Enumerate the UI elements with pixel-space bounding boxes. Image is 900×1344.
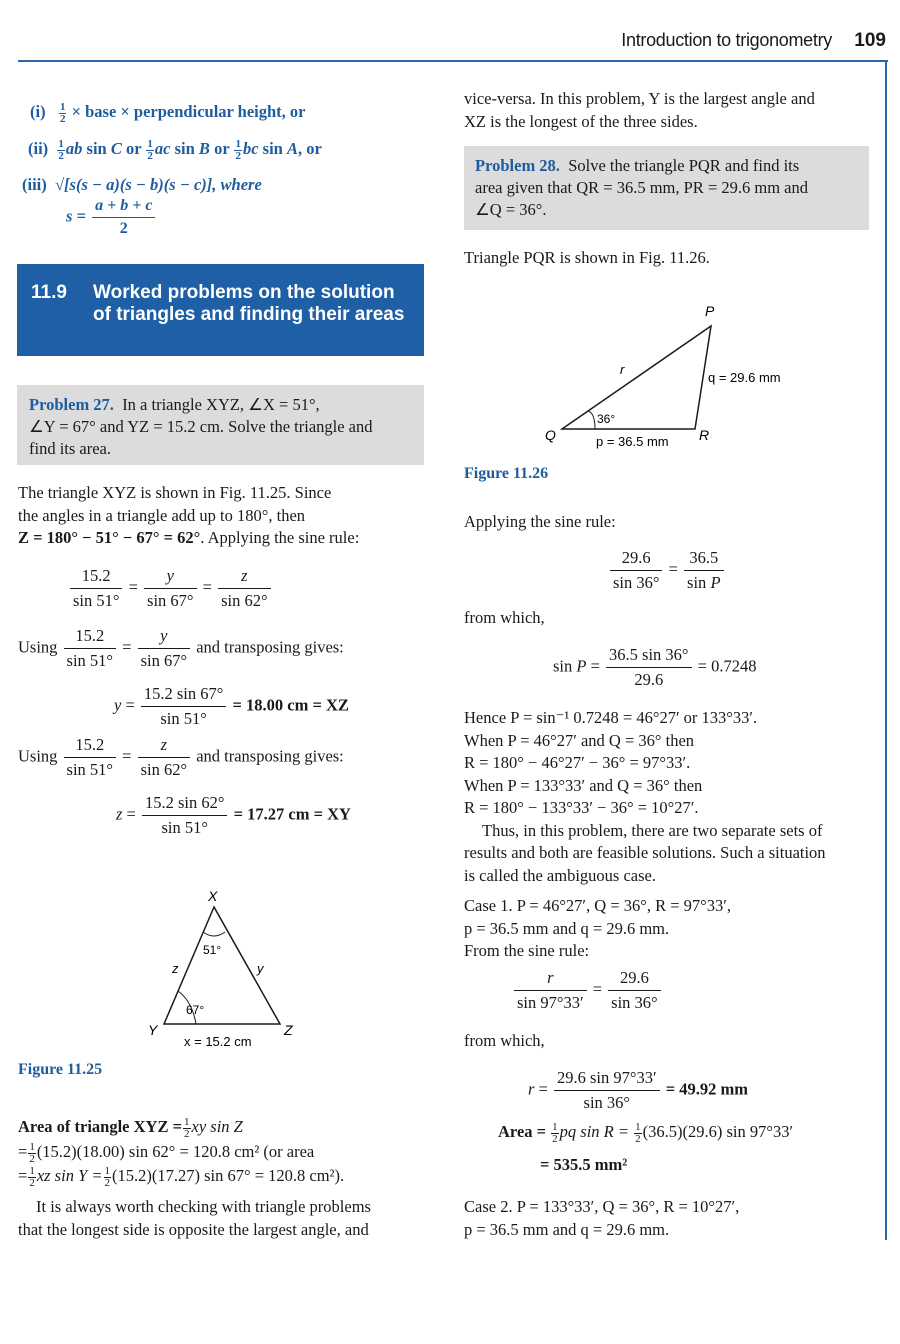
angle-x-label: 51°: [203, 943, 222, 957]
formula-i: (i) $\frac{1}{2}$ × base × perpendicular height, or: [30, 100, 306, 125]
formula-iii: (iii) √[s(s − a)(s − b)(s − c)], where: [22, 175, 262, 194]
vertex-z: Z: [284, 1022, 293, 1038]
z-result: z = $\frac{15.2 \sin 62^\circ}{\sin 51^\circ}$ = 17.27 cm = XY: [116, 793, 351, 837]
r-result: r = $\frac{29.6 \sin 97^\circ 33'}{\sin 36^\circ}$ = 49.92 mm: [528, 1068, 748, 1112]
para-checking: It is always worth checking with triangle problems that the longest side is opposite the largest angle, and: [18, 1197, 371, 1239]
vertex-r: R: [699, 427, 710, 443]
from-which-1: from which,: [464, 608, 545, 627]
area-xyz-l3: = $\frac{1}{2}$ xz sin Y = $\frac{1}{2}$ (15.2)(17.27) sin 67° = 120.8 cm²).: [18, 1164, 345, 1189]
header-rule: [18, 60, 888, 62]
formula-ii: (ii) $\frac{1}{2}$ ab sin C or $\frac{1}{2}$ ac sin B or $\frac{1}{2}$ bc sin A, or: [28, 137, 322, 162]
angle-x-arc: [203, 932, 225, 936]
side-x-label: x = 15.2 cm: [184, 1034, 252, 1049]
sine-rule-xyz: $\frac{15.2}{\sin 51^\circ}$ = $\frac{y}{\sin 67^\circ}$ = $\frac{z}{\sin 62^\circ}$: [68, 565, 273, 612]
area-case1-l1: Area = $\frac{1}{2}$ pq sin R = $\frac{1}{2}$ (36.5)(29.6) sin 97°33′: [498, 1120, 794, 1145]
para-triangle-xyz: The triangle XYZ is shown in Fig. 11.25. Since the angles in a triangle add up to 180°, then Z = 180° − 51° − 67° = 62°. Applying the sine rule:: [18, 483, 360, 547]
figure-11-25-caption: Figure 11.25: [18, 1061, 103, 1078]
from-which-2: from which,: [464, 1031, 545, 1050]
side-r-label: r: [620, 362, 625, 377]
apply-sine-rule: Applying the sine rule:: [464, 512, 616, 531]
margin-rule: [885, 60, 887, 1240]
side-p-label: p = 36.5 mm: [596, 434, 669, 449]
fig-intro: Triangle PQR is shown in Fig. 11.26.: [464, 248, 710, 267]
area-xyz-l2: = $\frac{1}{2}$ (15.2)(18.00) sin 62° = 120.8 cm² (or area: [18, 1140, 315, 1165]
figure-11-25: [140, 885, 310, 1055]
running-header-title: Introduction to trigonometry: [621, 30, 832, 50]
y-result: y = $\frac{15.2 \sin 67^\circ}{\sin 51^\circ}$ = 18.00 cm = XZ: [114, 684, 349, 728]
angle-q-arc: [588, 411, 595, 429]
figure-11-26-caption: Figure 11.26: [464, 465, 549, 482]
problem-28-box: Problem 28. Solve the triangle PQR and find its area given that QR = 36.5 mm, PR = 29.6 mm and ∠Q = 36°.: [464, 146, 869, 230]
sine-rule-pqr: $\frac{29.6}{\sin 36^\circ}$ = $\frac{36.5}{\text{sin P}}$: [608, 547, 726, 594]
case-2-block: Case 2. P = 133°33′, Q = 36°, R = 10°27′, p = 36.5 mm and q = 29.6 mm.: [464, 1197, 740, 1239]
angle-q-label: 36°: [597, 412, 616, 426]
area-xyz-l1: Area of triangle XYZ = $\frac{1}{2}$ xy sin Z: [18, 1115, 243, 1140]
vertex-x: X: [208, 888, 218, 904]
para-vice-versa: vice-versa. In this problem, Y is the largest angle and XZ is the longest of the three sides.: [464, 89, 815, 131]
side-z-label: z: [172, 961, 179, 976]
vertex-y: Y: [148, 1022, 158, 1038]
triangle-pqr: [562, 326, 711, 429]
vertex-p: P: [705, 303, 715, 319]
section-heading: 11.9 Worked problems on the solution of triangles and finding their areas: [17, 264, 424, 356]
using-y-eq: Using $\frac{15.2}{\sin 51^\circ}$ = $\frac{y}{\sin 67^\circ}$ and transposing gives:: [18, 626, 344, 670]
case-1-block: Case 1. P = 46°27′, Q = 36°, R = 97°33′, p = 36.5 mm and q = 29.6 mm. From the sine rule:: [464, 896, 731, 960]
area-case1-l2: = 535.5 mm²: [540, 1155, 628, 1174]
vertex-q: Q: [545, 427, 556, 443]
hence-block: Hence P = sin⁻¹ 0.7248 = 46°27′ or 133°33′. When P = 46°27′ and Q = 36° then R = 180° − 46°27′ − 36° = 97°33′. When P = 133°33′ and Q = 36° then R = 180° − 133°33′ − 36° = 10°27′. Thus, in this problem, there are two separate sets of results and both are feasible solutions. Such a situation is called the ambiguous case.: [464, 708, 826, 885]
sine-rule-case1: $\frac{r}{\sin 97^\circ 33'}$ = $\frac{29.6}{\sin 36^\circ}$: [512, 967, 663, 1014]
figure-11-26: [540, 298, 800, 458]
formula-iii-s: s = $\frac{a + b + c}{2}$: [66, 196, 157, 239]
using-z-eq: Using $\frac{15.2}{\sin 51^\circ}$ = $\frac{z}{\sin 62^\circ}$ and transposing gives:: [18, 735, 344, 779]
page-number: 109: [854, 30, 886, 51]
sinp-result: sin P = $\frac{36.5 \sin 36^\circ}{29.6}$ = 0.7248: [553, 645, 757, 689]
side-q-label: q = 29.6 mm: [708, 370, 781, 385]
problem-27-box: Problem 27. In a triangle XYZ, ∠X = 51°, ∠Y = 67° and YZ = 15.2 cm. Solve the triangle and find its area.: [17, 385, 424, 465]
side-y-label: y: [257, 961, 264, 976]
angle-y-label: 67°: [186, 1003, 205, 1017]
